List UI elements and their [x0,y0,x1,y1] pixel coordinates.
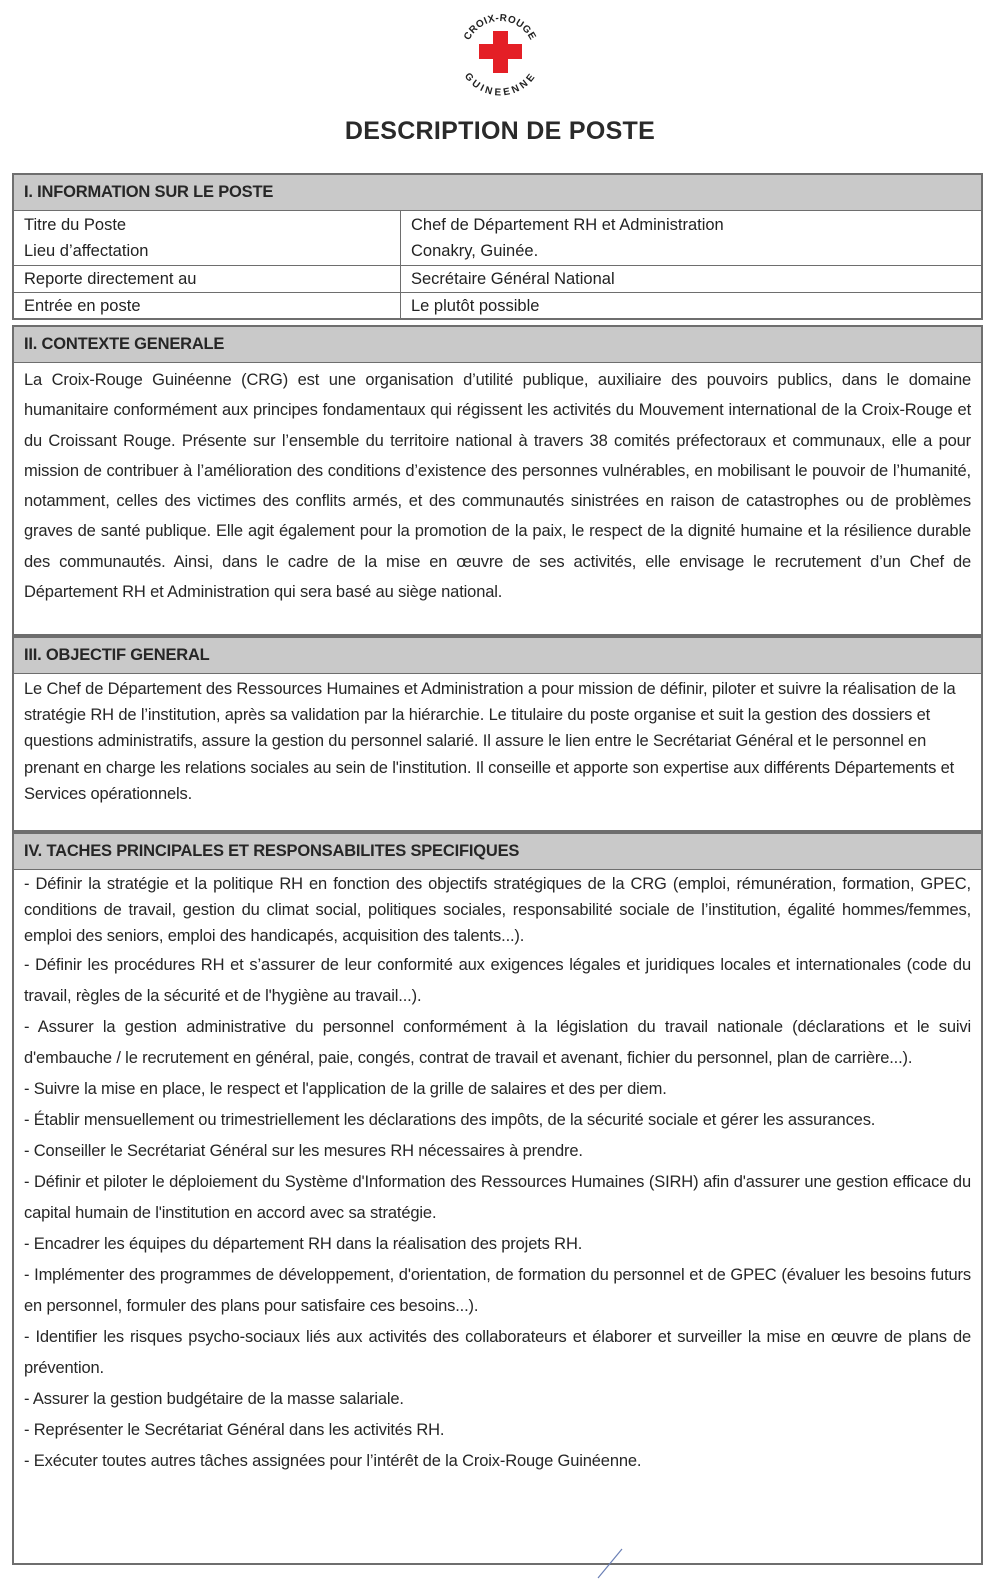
label-titre-poste: Titre du Poste [24,216,127,234]
task-item: - Encadrer les équipes du département RH dans la réalisation des projets RH. [24,1234,583,1253]
section-heading: I. INFORMATION SUR LE POSTE [14,175,981,211]
label-lieu-affectation: Lieu d’affectation [24,242,149,260]
value-reporte: Secrétaire Général National [401,266,982,293]
table-row [14,293,981,320]
task-item: - Exécuter toutes autres tâches assignées pour l’intérêt de la Croix-Rouge Guinéenne. [24,1451,642,1470]
table-row [14,211,981,266]
task-item: - Établir mensuellement ou trimestriellement les déclarations des impôts, de la sécurité sociale et gérer les assurances. [24,1110,876,1129]
task-item: - Définir et piloter le déploiement du Système d'Information des Ressources Humaines (SIRH) afin d'assurer une gestion efficace du capital humain de l'institution en accord avec sa stratégie. [24,1172,971,1222]
task-item: - Suivre la mise en place, le respect et l'application de la grille de salaires et des per diem. [24,1079,667,1098]
value-titre-poste: Chef de Département RH et Administration [411,216,724,234]
task-list [14,870,981,1477]
task-item: - Représenter le Secrétariat Général dans les activités RH. [24,1420,445,1439]
task-item: - Assurer la gestion administrative du personnel conformément à la législation du travail nationale (déclarations et le suivi d'embauche / le recrutement en général, paie, congés, contrat de travail et avenant, fichier du personnel, plan de carrière...). [24,1017,971,1067]
logo-top-text: CROIX-ROUGE [462,12,538,43]
croix-rouge-logo [452,5,548,101]
label-entree-poste: Entrée en poste [14,293,401,320]
task-item: - Assurer la gestion budgétaire de la masse salariale. [24,1389,404,1408]
svg-text:GUINEENNE [462,71,538,98]
value-lieu-affectation: Conakry, Guinée. [411,242,539,260]
task-item: - Définir la stratégie et la politique RH en fonction des objectifs stratégiques de la CRG (emploi, rémunération, formation, GPEC, conditions de travail, gestion du climat social, politiques sociales, responsabilité sociale de l’institution, égalité hommes/femmes, emploi des seniors, emploi des handicapés, acquisition des talents...). [24,875,971,946]
section-taches-principales [12,832,983,1565]
section-heading: III. OBJECTIF GENERAL [14,638,981,674]
label-reporte: Reporte directement au [14,266,401,293]
section-objectif-general [12,636,983,832]
section-heading: II. CONTEXTE GENERALE [14,327,981,363]
section-information-poste [12,173,983,320]
objectif-paragraph: Le Chef de Département des Ressources Humaines et Administration a pour mission de définir, piloter et suivre la réalisation de la stratégie RH de l’institution, après sa validation par la hiérarchie. Le titulaire du poste organise et suit la gestion des dossiers et questions administratifs, assure la gestion du personnel salarié. Il assure le lien entre le Secrétariat Général et le personnel en prenant en charge les relations sociales au sein de l'institution. Il conseille et apporte son expertise aux différents Départements et Services opérationnels. [24,680,956,803]
red-cross-icon [479,31,522,73]
table-row [14,266,981,293]
task-item: - Implémenter des programmes de développement, d'orientation, de formation du personnel et de GPEC (évaluer les besoins futurs en personnel, formuler des plans pour satisfaire ces besoins...). [24,1265,971,1315]
document-title: DESCRIPTION DE POSTE [344,117,656,145]
task-item: - Conseiller le Secrétariat Général sur les mesures RH nécessaires à prendre. [24,1141,583,1160]
section-heading: IV. TACHES PRINCIPALES ET RESPONSABILITES SPECIFIQUES [14,834,981,870]
contexte-paragraph: La Croix-Rouge Guinéenne (CRG) est une organisation d’utilité publique, auxiliaire des pouvoirs publics, dans le domaine humanitaire conformément aux principes fondamentaux qui régissent les activités du Mouvement international de la Croix-Rouge et du Croissant Rouge. Présente sur l’ensemble du territoire national à travers 38 comités préfectoraux et communaux, elle a pour mission de contribuer à l’amélioration des conditions d’existence des personnes vulnérables, en mobilisant le pouvoir de l’humanité, notamment, celles des victimes des conflits armés, et des communautés sinistrées en raison de catastrophes ou de problèmes graves de santé publique. Elle agit également pour la promotion de la paix, le respect de la dignité humaine et la résilience durable des communautés. Ainsi, dans le cadre de la mise en œuvre de ses activités, elle envisage le recrutement d’un Chef de Département RH et Administration qui sera basé au siège national. [24,371,971,602]
logo-bottom-text: GUINEENNE [461,71,539,99]
info-table [14,211,981,319]
task-item: - Définir les procédures RH et s’assurer de leur conformité aux exigences légales et juridiques locales et internationales (code du travail, règles de la sécurité et de l'hygiène au travail...). [24,955,971,1005]
section-contexte-generale [12,325,983,636]
value-entree-poste: Le plutôt possible [401,293,982,320]
pen-stroke-mark [596,1548,624,1579]
task-item: - Identifier les risques psycho-sociaux liés aux activités des collaborateurs et élaborer et surveiller la mise en œuvre de plans de prévention. [24,1327,971,1377]
